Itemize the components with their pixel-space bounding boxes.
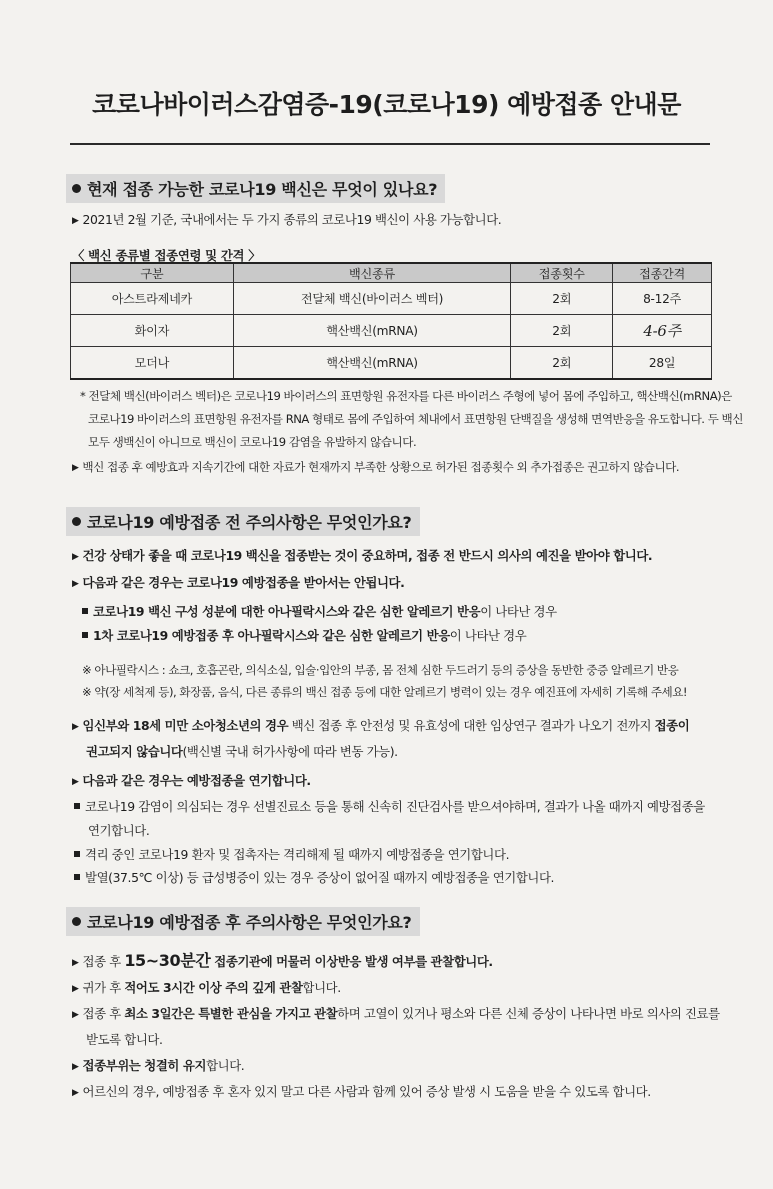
cell-vaccine: 핵산백신(mRNA) [233,315,511,347]
square-bullet-icon [82,608,88,614]
section-1-heading [66,174,445,203]
s2-bullet-1: ▶ 건강 상태가 좋을 때 코로나19 백신을 접종받는 것이 중요하며, 접종 전 반드시 의사의 예진을 받아야 합니다. [72,548,653,563]
square-bullet-icon [74,851,80,857]
triangle-bullet-icon: ▶ [72,777,79,787]
s1-intro: ▶ 2021년 2월 기준, 국내에서는 두 가지 종류의 코로나19 백신이 사용 가능합니다. [72,212,502,227]
cell-doses: 2회 [511,347,613,380]
page-title: 코로나바이러스감염증-19(코로나19) 예방접종 안내문 [92,90,681,119]
s2-bullet-4-item-2: 격리 중인 코로나19 환자 및 접촉자는 격리해제 될 때까지 예방접종을 연기합니다. [74,845,509,863]
s2-bullet-3: ▶ 임신부와 18세 미만 소아청소년의 경우 백신 접종 후 안전성 및 유효성에 대한 임상연구 결과가 나오기 전까지 접종이 [72,718,690,733]
triangle-bullet-icon: ▶ [72,722,79,732]
triangle-bullet-icon: ▶ [72,579,79,589]
cell-type: 아스트라제네카 [71,283,234,315]
col-header-doses: 접종횟수 [511,263,613,283]
table-row [71,315,712,347]
s2-bullet-2-item-1: 코로나19 백신 구성 성분에 대한 아나필락시스와 같은 심한 알레르기 반응이 나타난 경우 [82,602,557,620]
col-header-interval: 접종간격 [613,263,712,283]
s3-bullet-3: ▶ 접종 후 최소 3일간은 특별한 관심을 가지고 관찰하며 고열이 있거나 평소와 다른 신체 증상이 나타나면 바로 의사의 진료를 [72,1006,720,1021]
s2-reference-1: ※ 아나필락시스 : 쇼크, 호흡곤란, 의식소실, 입술·입안의 부종, 몸 전체 심한 두드러기 등의 증상을 동반한 중증 알레르기 반응 [82,663,679,677]
col-header-vaccine: 백신종류 [233,263,511,283]
col-header-type: 구분 [71,263,234,283]
table-header-row [71,263,712,283]
s3-bullet-5: ▶ 어르신의 경우, 예방접종 후 혼자 있지 말고 다른 사람과 함께 있어 증상 발생 시 도움을 받을 수 있도록 합니다. [72,1084,651,1099]
square-bullet-icon [74,874,80,880]
triangle-bullet-icon: ▶ [72,1088,79,1098]
cell-type: 화이자 [71,315,234,347]
triangle-bullet-icon: ▶ [72,958,79,968]
s2-bullet-4: ▶ 다음과 같은 경우는 예방접종을 연기합니다. [72,773,311,788]
cell-vaccine: 전달체 백신(바이러스 벡터) [233,283,511,315]
square-bullet-icon [74,803,80,809]
section-1-heading-text: 현재 접종 가능한 코로나19 백신은 무엇이 있나요? [87,180,438,199]
cell-interval: 28일 [613,347,712,380]
s2-bullet-4-item-1-cont: 연기합니다. [88,823,150,838]
triangle-bullet-icon: ▶ [72,1062,79,1072]
footnote-line-3: 모두 생백신이 아니므로 백신이 코로나19 감염을 유발하지 않습니다. [88,435,417,449]
triangle-bullet-icon: ▶ [72,463,79,473]
triangle-bullet-icon: ▶ [72,552,79,562]
vaccine-table [70,262,712,380]
cell-type: 모더나 [71,347,234,380]
triangle-bullet-icon: ▶ [72,984,79,994]
s3-bullet-4: ▶ 접종부위는 청결히 유지합니다. [72,1058,245,1073]
s2-bullet-4-item-1: 코로나19 감염이 의심되는 경우 선별진료소 등을 통해 신속히 진단검사를 받으셔야하며, 결과가 나올 때까지 예방접종을 [74,797,705,815]
s2-bullet-4-item-3: 발열(37.5℃ 이상) 등 급성병증이 있는 경우 증상이 없어질 때까지 예방접종을 연기합니다. [74,868,554,886]
table-row [71,347,712,380]
cell-doses: 2회 [511,283,613,315]
s2-bullet-2-item-2: 1차 코로나19 예방접종 후 아나필락시스와 같은 심한 알레르기 반응이 나타난 경우 [82,626,526,644]
bullet-dot-icon [72,184,81,193]
s3-bullet-2: ▶ 귀가 후 적어도 3시간 이상 주의 깊게 관찰합니다. [72,980,341,995]
s3-bullet-1: ▶ 접종 후 15~30분간 접종기관에 머물러 이상반응 발생 여부를 관찰합니다. [72,951,493,970]
triangle-bullet-icon: ▶ [72,216,79,226]
footnote-line-2: 코로나19 바이러스의 표면항원 유전자를 RNA 형태로 몸에 주입하여 체내에서 표면항원 단백질을 생성해 면역반응을 유도합니다. 두 백신 [88,412,743,426]
section-2-heading [66,507,420,536]
table-caption: 〈 백신 종류별 접종연령 및 간격 〉 [72,248,261,263]
table-row [71,283,712,315]
section-2-heading-text: 코로나19 예방접종 전 주의사항은 무엇인가요? [87,513,412,532]
cell-doses: 2회 [511,315,613,347]
footnote-line-1: * 전달체 백신(바이러스 벡터)은 코로나19 바이러스의 표면항원 유전자를 다른 바이러스 주형에 넣어 몸에 주입하고, 핵산백신(mRNA)은 [80,389,732,403]
bullet-dot-icon [72,917,81,926]
s2-reference-2: ※ 약(장 세척제 등), 화장품, 음식, 다른 종류의 백신 접종 등에 대한 알레르기 병력이 있는 경우 예진표에 자세히 기록해 주세요! [82,685,688,699]
s1-extra-note: ▶ 백신 접종 후 예방효과 지속기간에 대한 자료가 현재까지 부족한 상황으로 허가된 접종횟수 외 추가접종은 권고하지 않습니다. [72,460,680,474]
bullet-dot-icon [72,517,81,526]
title-divider [70,143,710,145]
section-3-heading-text: 코로나19 예방접종 후 주의사항은 무엇인가요? [87,913,412,932]
cell-interval-handwritten: 4-6주 [613,315,712,347]
s3-bullet-3-cont: 받도록 합니다. [86,1032,163,1047]
triangle-bullet-icon: ▶ [72,1010,79,1020]
s2-bullet-3-cont: 권고되지 않습니다(백신별 국내 허가사항에 따라 변동 가능). [86,744,398,759]
section-3-heading [66,907,420,936]
cell-interval: 8-12주 [613,283,712,315]
square-bullet-icon [82,632,88,638]
cell-vaccine: 핵산백신(mRNA) [233,347,511,380]
s2-bullet-2: ▶ 다음과 같은 경우는 코로나19 예방접종을 받아서는 안됩니다. [72,575,405,590]
